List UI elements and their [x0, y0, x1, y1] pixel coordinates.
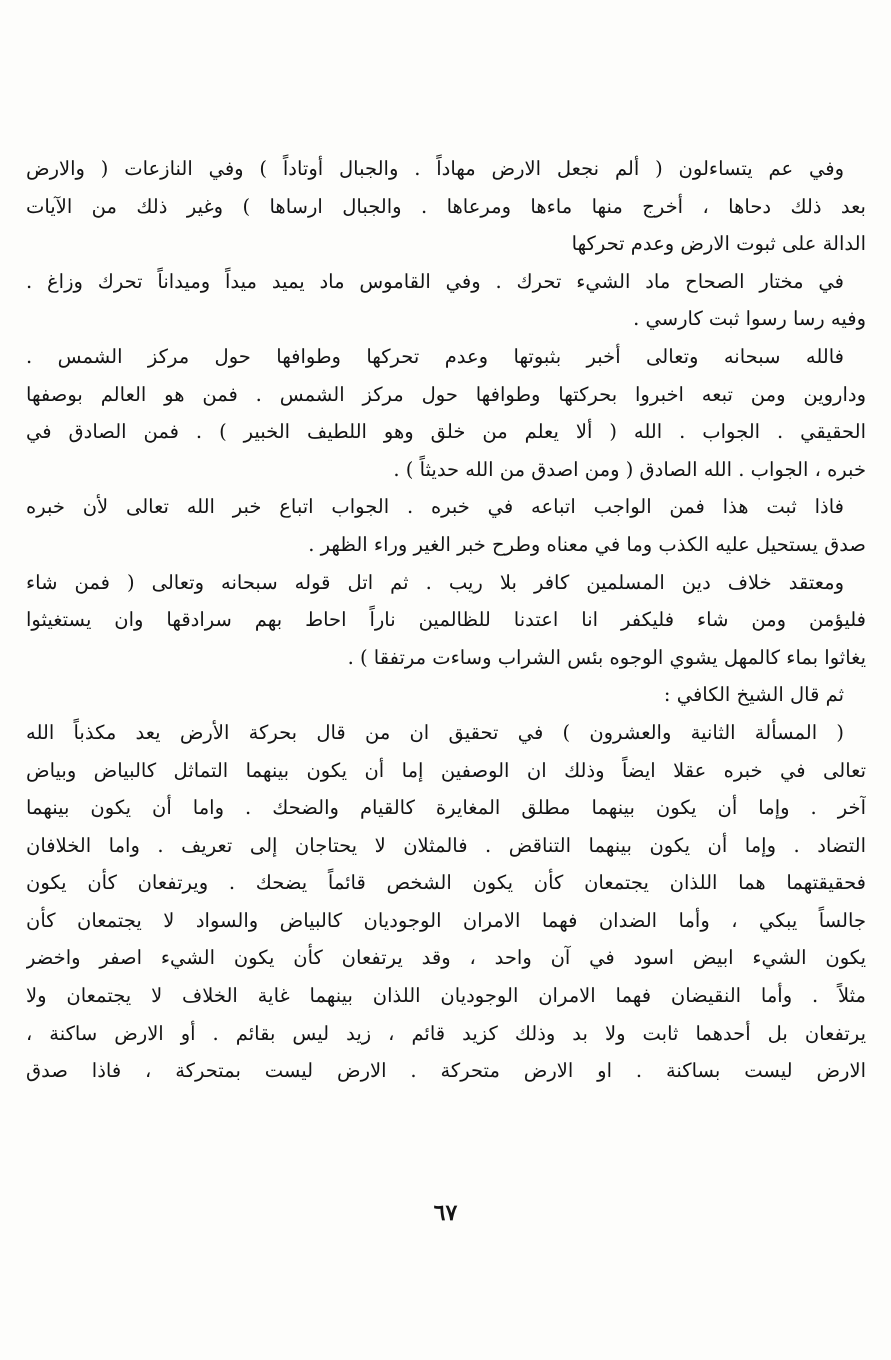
body-text [26, 150, 866, 1090]
text-line: فاذا ثبت هذا فمن الواجب اتباعه في خبره . الجواب اتباع خبر الله تعالى لأن خبره [26, 495, 844, 519]
text-line: فليؤمن ومن شاء فليكفر انا اعتدنا للظالمين ناراً احاط بهم سرادقها وان يستغيثوا [26, 608, 866, 632]
text-line: جالساً يبكي ، وأما الضدان فهما الامران الوجوديان كالبياض والسواد لا يجتمعان كأن [26, 908, 866, 932]
text-line: فحقيقتهما هما اللذان يجتمعان كأن يكون الشخص قائماً يضحك . ويرتفعان كأن يكون [26, 871, 866, 895]
text-line: صدق يستحيل عليه الكذب وما في معناه وطرح خبر الغير وراء الظهر . [308, 532, 866, 556]
text-line: ( المسألة الثانية والعشرون ) في تحقيق ان من قال بحركة الأرض يعد مكذباً الله [26, 720, 844, 744]
text-line: التضاد . وإما أن يكون بينهما التناقض . فالمثلان لا يحتاجان إلى تعريف . واما الخلافان [26, 833, 866, 857]
text-line: وفي عم يتساءلون ( ألم نجعل الارض مهاداً . والجبال أوتاداً ) وفي النازعات ( والارض [26, 157, 844, 180]
text-line: آخر . وإما أن يكون بينهما مطلق المغايرة كالقيام والضحك . واما أن يكون بينهما [26, 796, 866, 820]
text-line: مثلاً . وأما النقيضان فهما الامران الوجوديان اللذان بينهما غاية الخلاف لا يجتمعان ولا [26, 984, 866, 1008]
text-line: يكون الشيء ابيض اسود في آن واحد ، وقد يرتفعان كأن يكون الشيء اصفر واخضر [26, 946, 866, 970]
text-line: تعالى في خبره عقلا ايضاً وذلك ان الوصفين إما أن يكون بينهما التماثل كالبياض وبياض [26, 758, 866, 782]
text-line: وفيه رسا رسوا ثبت كارسي . [633, 307, 866, 331]
text-line: ومعتقد خلاف دين المسلمين كافر بلا ريب . ثم اتل قوله سبحانه وتعالى ( فمن شاء [26, 570, 844, 594]
text-line: في مختار الصحاح ماد الشيء تحرك . وفي القاموس ماد يميد ميداً وميداناً تحرك وزاغ . [26, 269, 844, 293]
text-line: خبره ، الجواب . الله الصادق ( ومن اصدق من الله حديثاً ) . [393, 457, 866, 481]
text-line: وداروين ومن تبعه اخبروا بحركتها وطوافها حول مركز الشمس . فمن هو العالم بوصفها [26, 382, 866, 406]
text-line: بعد ذلك دحاها ، أخرج منها ماءها ومرعاها . والجبال ارساها ) وغير ذلك من الآيات [26, 194, 866, 218]
text-line: يرتفعان بل أحدهما ثابت ولا بد وذلك كزيد قائم ، زيد ليس بقائم . أو الارض ساكنة ، [26, 1021, 866, 1045]
text-line: الارض ليست بساكنة . او الارض متحركة . الارض ليست بمتحركة ، فاذا صدق [26, 1059, 866, 1083]
text-line: فالله سبحانه وتعالى أخبر بثبوتها وعدم تحركها وطوافها حول مركز الشمس . [26, 344, 844, 368]
text-line: ثم قال الشيخ الكافي : [663, 683, 844, 707]
text-line: الحقيقي . الجواب . الله ( ألا يعلم من خلق وهو اللطيف الخبير ) . فمن الصادق في [26, 420, 866, 444]
text-line: الدالة على ثبوت الارض وعدم تحركها [571, 232, 866, 256]
text-line: يغاثوا بماء كالمهل يشوي الوجوه بئس الشراب وساءت مرتفقا ) . [347, 645, 866, 669]
page-number: ٦٧ [433, 1200, 458, 1226]
